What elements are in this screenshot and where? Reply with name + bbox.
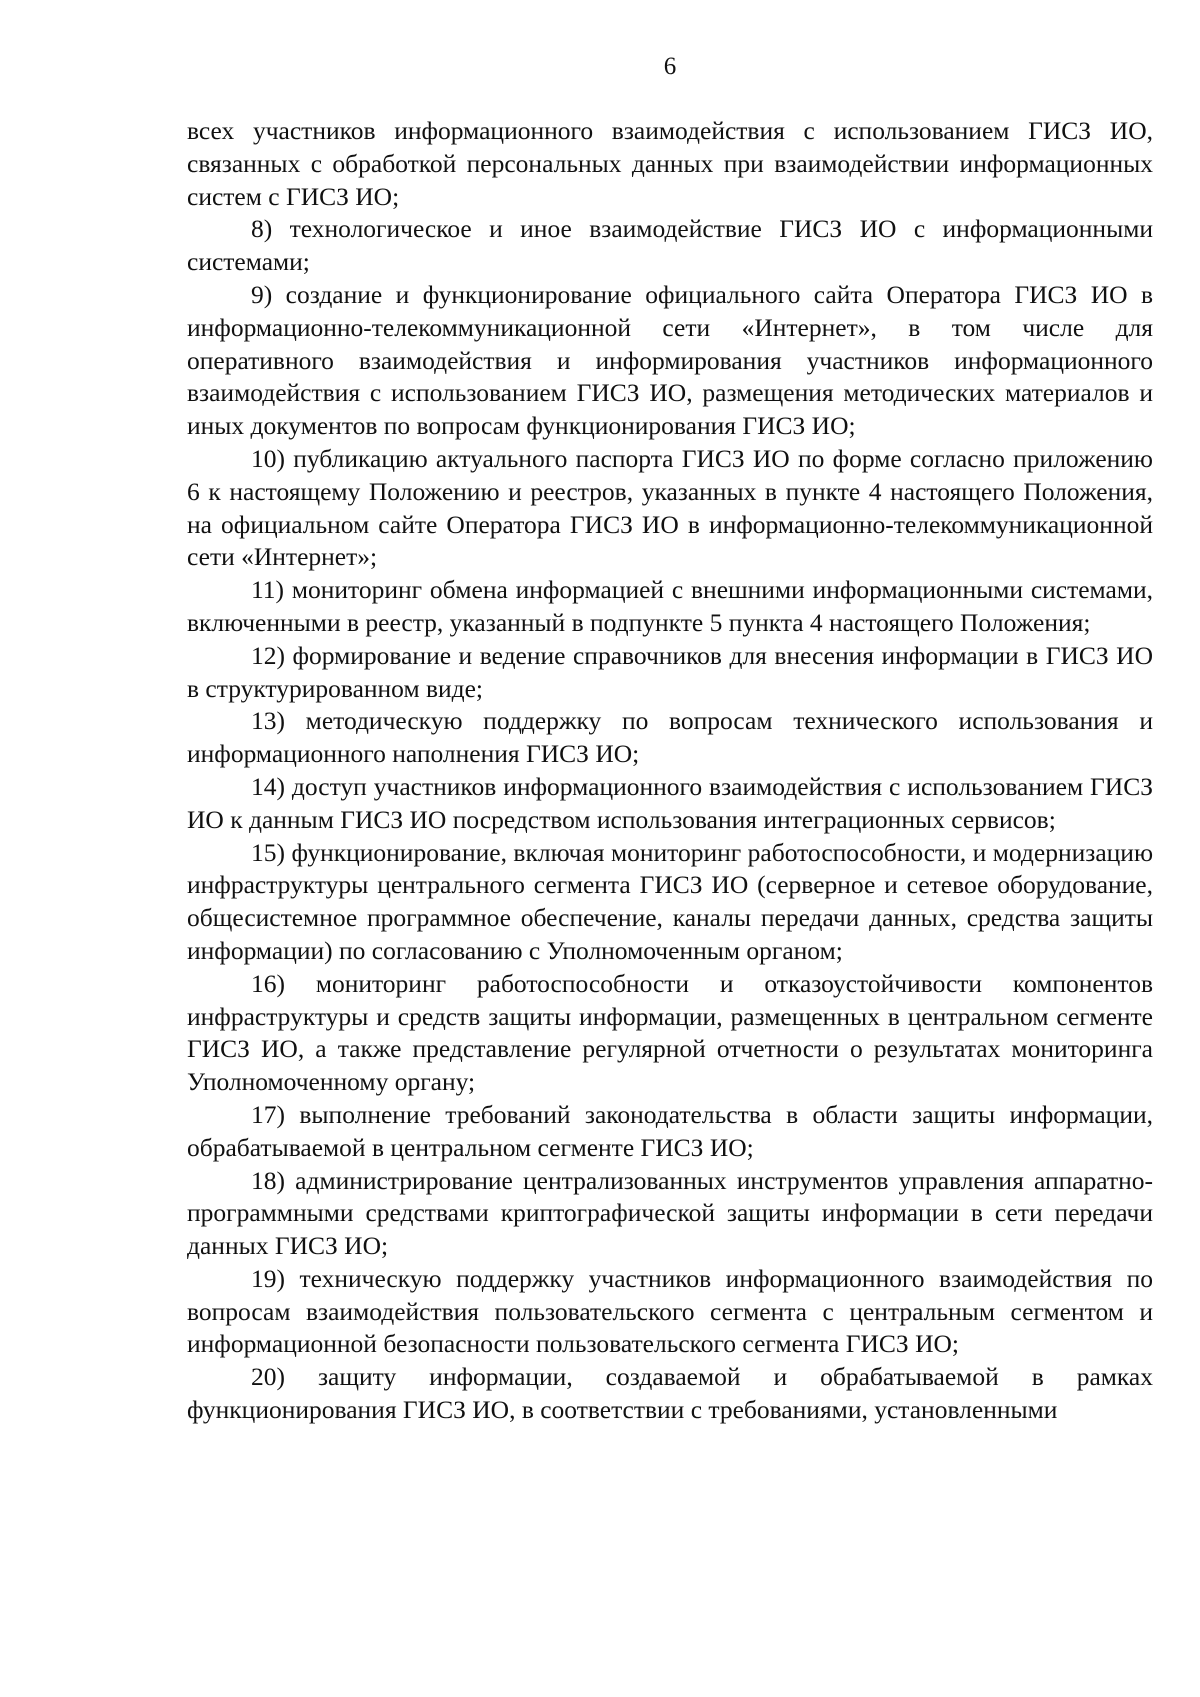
- paragraph-item-12: 12) формирование и ведение справочников для внесения информации в ГИСЗ ИО в структурированном виде;: [187, 640, 1153, 703]
- paragraph-continuation: всех участников информационного взаимодействия с использованием ГИСЗ ИО, связанных с обработкой персональных данных при взаимодействии информационных систем с ГИСЗ ИО;: [187, 116, 1153, 211]
- paragraph-item-13: 13) методическую поддержку по вопросам технического использования и информационного наполнения ГИСЗ ИО;: [187, 706, 1153, 769]
- document-body: [187, 115, 1153, 1427]
- page-number: 6: [663, 53, 677, 80]
- paragraph-item-20: 20) защиту информации, создаваемой и обрабатываемой в рамках функционирования ГИСЗ ИО, в соответствии с требованиями, установленными: [187, 1362, 1153, 1425]
- paragraph-item-8: 8) технологическое и иное взаимодействие ГИСЗ ИО с информационными системами;: [187, 214, 1153, 277]
- paragraph-item-10: 10) публикацию актуального паспорта ГИСЗ ИО по форме согласно приложению 6 к настоящему Положению и реестров, указанных в пункте 4 настоящего Положения, на официальном сайте Оператора ГИСЗ ИО в информационно-телекоммуникационной сети «Интернет»;: [187, 443, 1153, 572]
- paragraph-item-19: 19) техническую поддержку участников информационного взаимодействия по вопросам взаимодействия пользовательского сегмента с центральным сегментом и информационной безопасности пользовательского сегмента ГИСЗ ИО;: [187, 1263, 1153, 1359]
- paragraph-item-18: 18) администрирование централизованных инструментов управления аппаратно-программными средствами криптографической защиты информации в сети передачи данных ГИСЗ ИО;: [187, 1165, 1153, 1261]
- paragraph-item-15: 15) функционирование, включая мониторинг работоспособности, и модернизацию инфраструктуры центрального сегмента ГИСЗ ИО (серверное и сетевое оборудование, общесистемное программное обеспечение, каналы передачи данных, средства защиты информации) по согласованию с Уполномоченным органом;: [187, 837, 1153, 965]
- paragraph-item-16: 16) мониторинг работоспособности и отказоустойчивости компонентов инфраструктуры и средств защиты информации, размещенных в центральном сегменте ГИСЗ ИО, а также представление регулярной отчетности о результатах мониторинга Уполномоченному органу;: [187, 968, 1153, 1097]
- paragraph-item-14: 14) доступ участников информационного взаимодействия с использованием ГИСЗ ИО к данным ГИСЗ ИО посредством использования интеграционных сервисов;: [187, 771, 1153, 834]
- paragraph-item-11: 11) мониторинг обмена информацией с внешними информационными системами, включенными в реестр, указанный в подпункте 5 пункта 4 настоящего Положения;: [187, 575, 1153, 637]
- paragraph-item-17: 17) выполнение требований законодательства в области защиты информации, обрабатываемой в центральном сегменте ГИСЗ ИО;: [187, 1099, 1153, 1162]
- paragraph-item-9: 9) создание и функционирование официального сайта Оператора ГИСЗ ИО в информационно-телекоммуникационной сети «Интернет», в том числе для оперативного взаимодействия и информирования участников информационного взаимодействия с использованием ГИСЗ ИО, размещения методических материалов и иных документов по вопросам функционирования ГИСЗ ИО;: [187, 279, 1153, 441]
